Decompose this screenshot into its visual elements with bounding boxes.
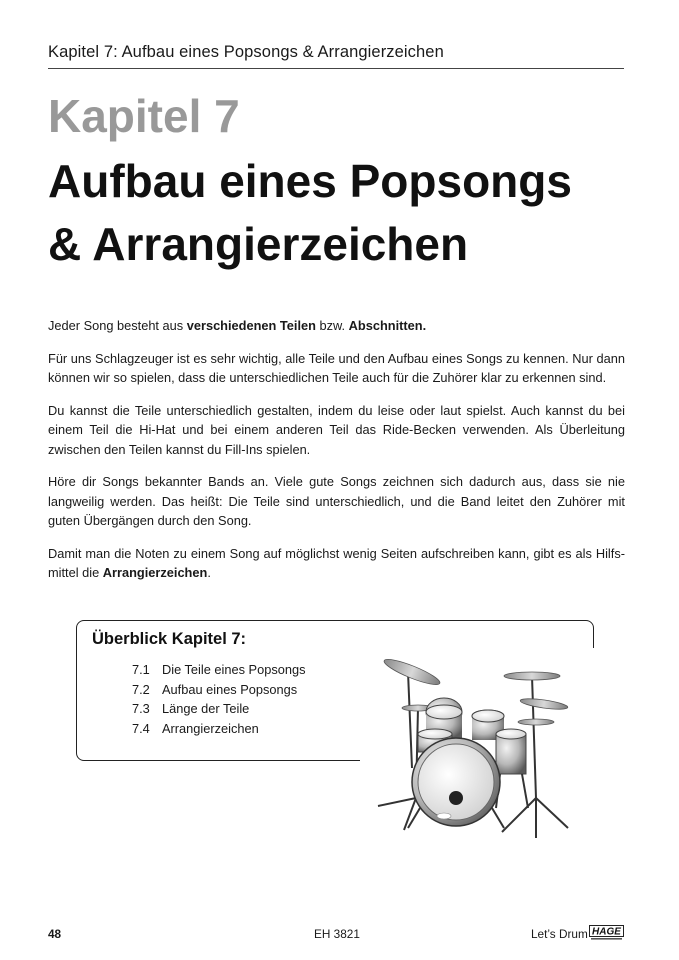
running-header: Kapitel 7: Aufbau eines Popsongs & Arrangierzeichen (48, 43, 444, 61)
chapter-title-line-1: Aufbau eines Popsongs (48, 155, 572, 207)
text-run: Jeder Song besteht aus (48, 318, 187, 333)
overview-title: Überblick Kapitel 7: (92, 630, 247, 648)
overview-item (132, 680, 305, 700)
item-number: 7.2 (132, 681, 150, 697)
publisher-logo-icon (589, 925, 624, 941)
bold-run: Arrangierzeichen (102, 565, 208, 580)
item-label: Arrangierzeichen (162, 720, 259, 736)
paragraph-3: Du kannst die Teile unterschiedlich gestalten, indem du leise oder laut spielst. Auch kannst du bei einem Teil die Hi-Hat und bei einem anderen Teil das Ride-Becken verwenden. Als Überleitung zwischen den Teilen kannst du Fill-Ins spielen. (48, 402, 625, 457)
item-number: 7.3 (132, 701, 150, 716)
item-label: Die Teile eines Popsongs (162, 662, 306, 677)
chapter-title (48, 150, 638, 276)
page-number: 48 (48, 927, 62, 941)
item-label: Länge der Teile (162, 701, 250, 716)
item-number: 7.4 (132, 720, 150, 736)
paragraph-4: Höre dir Songs bekannter Bands an. Viele gute Songs zeichnen sich dadurch aus, dass sie nie langweilig werden. Das heißt: Die Teile sind unterschiedlich, und die Band leitet den Zuhörer mit guten Übergängen durch den Song. (48, 474, 625, 528)
text-run: . (207, 565, 211, 580)
overview-list (132, 660, 305, 738)
header-rule (48, 68, 624, 69)
body-text (48, 316, 625, 596)
text-run: bzw. (315, 318, 349, 333)
item-number: 7.1 (132, 662, 150, 677)
overview-item (132, 699, 305, 719)
overview-item (132, 660, 305, 680)
drum-kit-icon (360, 648, 600, 844)
paragraph-5 (48, 544, 625, 583)
paragraph-2: Für uns Schlagzeuger ist es sehr wichtig, alle Teile und den Aufbau eines Songs zu kennen. Nur dann können wir so spielen, dass die unterschiedlichen Teile auch für die Zuhörer klar zu erkennen sind. (48, 350, 625, 385)
bold-run: verschiedenen Teilen (186, 318, 316, 333)
item-label: Aufbau eines Popsongs (162, 681, 298, 697)
overview-item (132, 719, 305, 739)
svg-text:HAGE: HAGE (592, 926, 621, 938)
drum-kit-photo (360, 648, 600, 844)
edition-number: EH 3821 (314, 927, 360, 941)
paragraph-1 (48, 316, 625, 336)
bold-run: Abschnitten. (348, 318, 427, 333)
chapter-title-line-2: & Arrangierzeichen (48, 218, 469, 270)
chapter-label: Kapitel 7 (48, 90, 240, 142)
series-name: Let’s Drum (531, 927, 588, 941)
text-run: Damit man die Noten zu einem Song auf möglichst wenig Seiten aufschreiben kann, gibt es als Hilfsmittel die (48, 545, 625, 580)
